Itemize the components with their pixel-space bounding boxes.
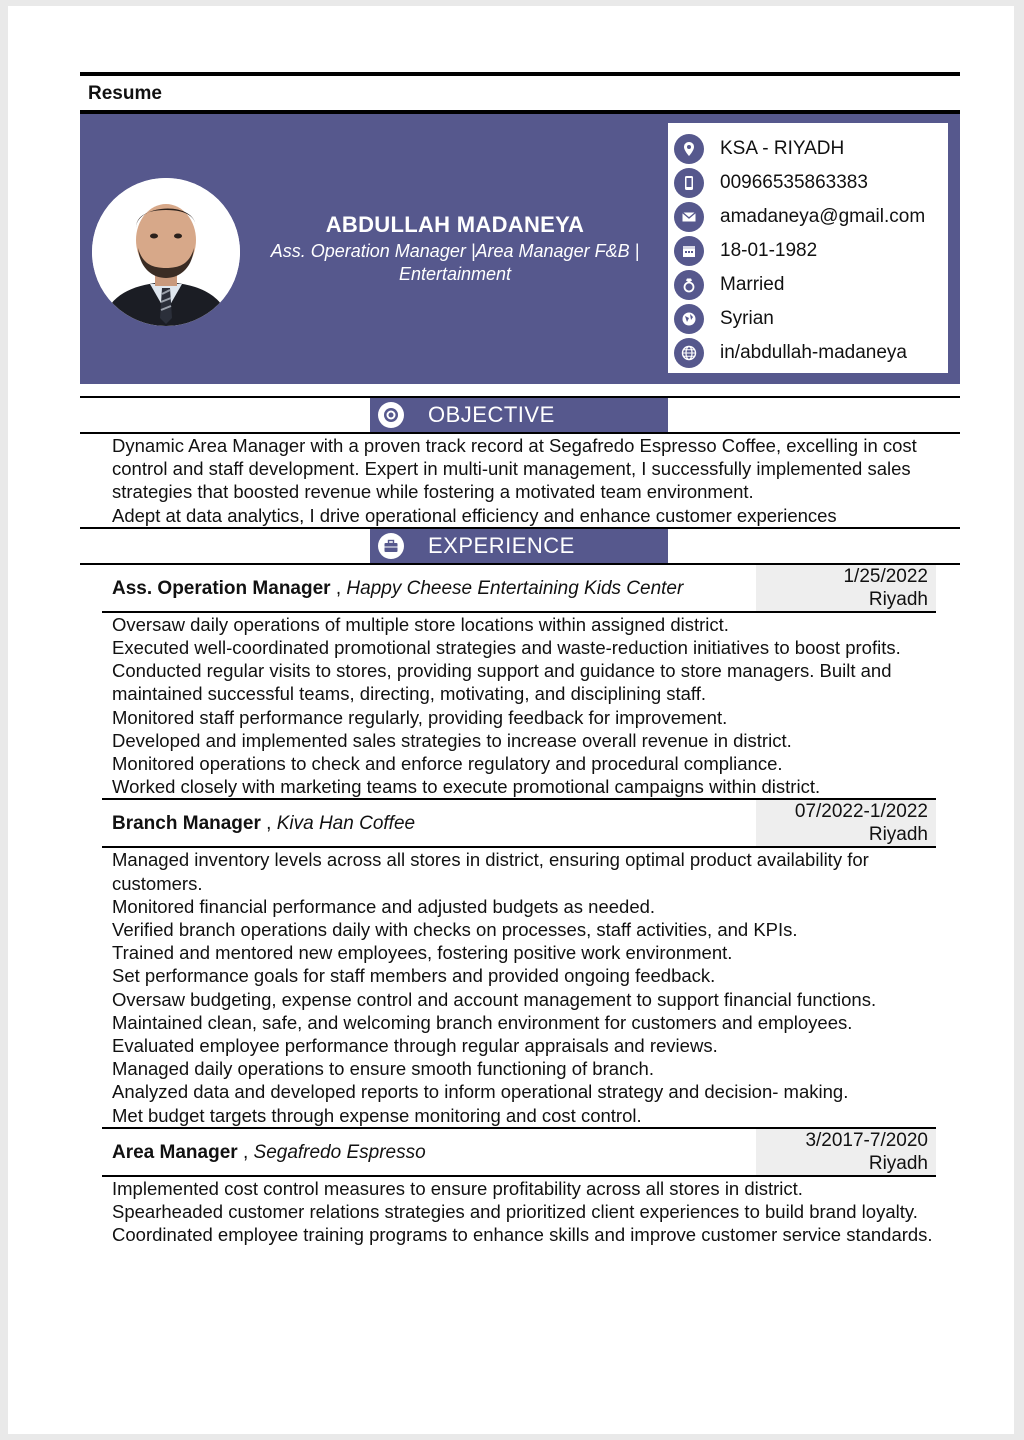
job-header xyxy=(80,1129,960,1175)
job-bullet: Oversaw budgeting, expense control and account management to support financial functions. xyxy=(112,988,877,1010)
job-bullet: Monitored operations to check and enforce regulatory and procedural compliance. xyxy=(112,753,783,775)
contact-phone-text: 00966535863383 xyxy=(720,172,868,193)
job-date-box xyxy=(756,565,936,611)
job-header xyxy=(80,565,960,611)
job-bullet: Oversaw daily operations of multiple store locations within assigned district. xyxy=(112,613,729,635)
experience-tab xyxy=(370,529,668,563)
contact-linkedin xyxy=(674,337,907,369)
job-bullet: Spearheaded customer relations strategies and prioritized client experiences to build brand loyalty. xyxy=(112,1201,918,1223)
calendar-icon xyxy=(674,236,704,266)
contact-email-text: amadaneya@gmail.com xyxy=(720,206,926,227)
profile-photo xyxy=(92,178,240,326)
job-title-line xyxy=(112,1142,426,1164)
job-date: 1/25/2022 xyxy=(843,565,928,587)
top-bar xyxy=(80,72,960,110)
document-label: Resume xyxy=(88,83,162,104)
job-bullet: Analyzed data and developed reports to inform operational strategy and decision- making. xyxy=(112,1081,849,1103)
candidate-title xyxy=(260,240,650,286)
contact-linkedin-text: in/abdullah-madaneya xyxy=(720,342,907,363)
job-separator: , xyxy=(237,1141,254,1163)
job-bullet: Met budget targets through expense monitoring and cost control. xyxy=(112,1104,642,1126)
objective-section-header xyxy=(80,396,960,434)
job-bullet: Coordinated employee training programs to enhance skills and improve customer service standards. xyxy=(112,1224,933,1246)
portrait-illustration xyxy=(92,178,240,326)
profile-header xyxy=(80,110,960,384)
briefcase-icon xyxy=(378,533,404,559)
contact-marital-text: Married xyxy=(720,274,785,295)
job-company: Happy Cheese Entertaining Kids Center xyxy=(346,577,684,599)
ring-icon xyxy=(674,270,704,300)
contact-phone xyxy=(674,167,868,199)
candidate-name: ABDULLAH MADANEYA xyxy=(325,212,585,237)
envelope-icon xyxy=(674,202,704,232)
job-date: 07/2022-1/2022 xyxy=(794,801,928,823)
job-bullet: Maintained clean, safe, and welcoming branch environment for customers and employees. xyxy=(112,1011,853,1033)
job-company: Segafredo Espresso xyxy=(253,1141,426,1163)
contact-nationality xyxy=(674,303,774,335)
contact-box xyxy=(665,120,951,376)
objective-tab xyxy=(370,398,668,432)
contact-birthdate-text: 18-01-1982 xyxy=(720,240,818,261)
contact-email xyxy=(674,201,925,233)
job-role: Branch Manager xyxy=(112,813,261,835)
resume-page xyxy=(8,6,1014,1434)
job-role: Area Manager xyxy=(112,1141,238,1163)
job-bullet: Managed inventory levels across all stores in district, ensuring optimal product availability for customers. xyxy=(112,849,869,894)
job-company: Kiva Han Coffee xyxy=(276,813,416,835)
job-bullet: Executed well-coordinated promotional strategies and waste-reduction initiatives to boost profits. xyxy=(112,637,901,659)
job-bullet: Monitored staff performance regularly, providing feedback for improvement. xyxy=(112,706,728,728)
job-bullet: Worked closely with marketing teams to execute promotional campaigns within district. xyxy=(112,776,821,798)
job-title-line xyxy=(112,578,683,600)
title-line-2: Entertainment xyxy=(398,264,512,284)
globe-icon xyxy=(674,338,704,368)
job-bullet: Managed daily operations to ensure smooth functioning of branch. xyxy=(112,1058,654,1080)
job-title-line xyxy=(112,813,415,835)
job-bullet: Monitored financial performance and adjusted budgets as needed. xyxy=(112,895,656,917)
job-description xyxy=(80,848,960,1126)
location-pin-icon xyxy=(674,134,704,164)
job-location: Riyadh xyxy=(868,824,928,846)
job-bullet: Implemented cost control measures to ensure profitability across all stores in district. xyxy=(112,1177,803,1199)
job-date: 3/2017-7/2020 xyxy=(805,1129,928,1151)
objective-title: OBJECTIVE xyxy=(428,402,555,427)
job-bullet: Evaluated employee performance through regular appraisals and reviews. xyxy=(112,1035,718,1057)
objective-paragraph: Dynamic Area Manager with a proven track record at Segafredo Espresso Coffee, excelling in cost control and staff development. Expert in multi-unit management, I successfully implemented sales strategies that boosted revenue while fostering a motivated team environment. xyxy=(112,435,917,503)
experience-section-header xyxy=(80,527,960,565)
job-date-box xyxy=(756,1129,936,1175)
objective-text xyxy=(80,434,960,527)
job-role: Ass. Operation Manager xyxy=(112,577,331,599)
contact-location-text: KSA - RIYADH xyxy=(720,138,845,159)
job-description xyxy=(80,613,960,799)
flag-icon xyxy=(674,304,704,334)
job-bullet: Trained and mentored new employees, fostering positive work environment. xyxy=(112,942,733,964)
job-location: Riyadh xyxy=(868,1152,928,1174)
job-separator: , xyxy=(330,577,347,599)
job-bullet: Developed and implemented sales strategies to increase overall revenue in district. xyxy=(112,729,792,751)
target-icon xyxy=(378,402,404,428)
experience-title: EXPERIENCE xyxy=(428,532,575,558)
job-date-box xyxy=(756,800,936,846)
job-bullet: Conducted regular visits to stores, providing support and guidance to store managers. Built and maintained successful teams, directing, motivating, and disciplining staff. xyxy=(112,660,892,705)
objective-paragraph: Adept at data analytics, I drive operational efficiency and enhance customer experiences xyxy=(112,504,837,526)
phone-icon xyxy=(674,168,704,198)
job-header xyxy=(80,800,960,846)
contact-location xyxy=(674,133,844,165)
job-bullet: Set performance goals for staff members and provided ongoing feedback. xyxy=(112,965,716,987)
contact-birthdate xyxy=(674,235,817,267)
job-separator: , xyxy=(260,813,277,835)
job-location: Riyadh xyxy=(868,588,928,610)
resume-content xyxy=(80,72,960,1246)
contact-marital-status xyxy=(674,269,784,301)
job-bullet: Verified branch operations daily with checks on processes, staff activities, and KPIs. xyxy=(112,919,798,941)
job-description xyxy=(80,1177,960,1247)
title-line-1: Ass. Operation Manager |Area Manager F&B | xyxy=(270,241,640,261)
contact-nationality-text: Syrian xyxy=(720,308,774,329)
